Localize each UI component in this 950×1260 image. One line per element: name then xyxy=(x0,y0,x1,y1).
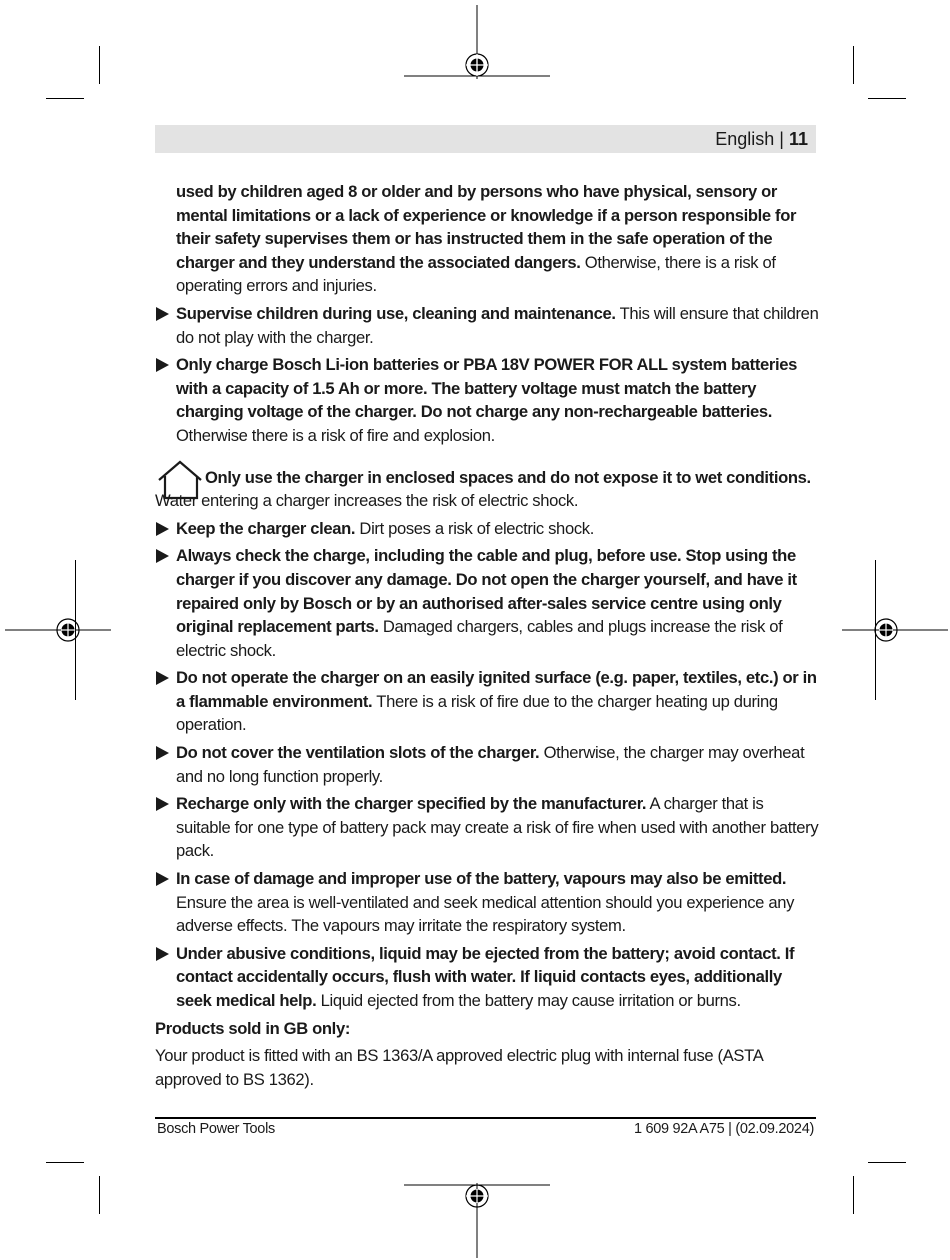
list-item xyxy=(155,942,820,1013)
list-item xyxy=(155,867,820,938)
item-bold: Do not cover the ventilation slots of the charger. xyxy=(176,743,540,763)
item-bold: Recharge only with the charger specified by the manufacturer. xyxy=(176,794,647,814)
intro-bold: used by children aged 8 or older and by persons who have physical, sensory or mental limitations or a lack of experience or knowledge if a person responsible for their safety supervises them or has instructed them in the safe operation of the charger and they understand the associated dangers. xyxy=(176,182,797,272)
triangle-bullet-icon xyxy=(156,522,169,536)
item-normal: A charger that is suitable for one type of battery pack may create a risk of fire when used with another battery pack. xyxy=(176,794,819,861)
item-normal: There is a risk of fire due to the charger heating up during operation. xyxy=(176,691,778,735)
registration-mark-icon xyxy=(404,1183,550,1258)
crop-mark-tr-v xyxy=(853,46,854,84)
list-item xyxy=(155,792,820,863)
registration-mark-icon xyxy=(404,5,550,79)
triangle-bullet-icon xyxy=(156,358,169,372)
crop-mark-bl-v xyxy=(99,1176,100,1214)
triangle-bullet-icon xyxy=(156,872,169,886)
page-header xyxy=(155,125,816,153)
list-item xyxy=(155,544,820,662)
footer-doc-number: 1 609 92A A75 | (02.09.2024) xyxy=(634,1121,814,1137)
item-normal: Dirt poses a risk of electric shock. xyxy=(355,518,594,538)
item-bold: Keep the charger clean. xyxy=(176,518,356,538)
item-bold: Only charge Bosch Li-ion batteries or PBA 18V POWER FOR ALL system batteries with a capacity of 1.5 Ah or more. The battery voltage must match the battery charging voltage of the charger. Do not charge any non-rechargeable batteries. xyxy=(176,355,798,422)
crop-mark-br-v xyxy=(853,1176,854,1214)
triangle-bullet-icon xyxy=(156,797,169,811)
triangle-bullet-icon xyxy=(156,746,169,760)
list-item xyxy=(155,666,820,737)
page-header-text xyxy=(715,129,808,150)
list-item xyxy=(155,302,820,349)
page-content xyxy=(155,180,820,1095)
header-language: English xyxy=(715,129,775,149)
intro-normal: Otherwise, there is a risk of operating errors and injuries. xyxy=(176,252,776,296)
crop-mark-tl-h xyxy=(46,98,84,99)
triangle-bullet-icon xyxy=(156,947,169,961)
item-bold: Do not operate the charger on an easily ignited surface (e.g. paper, textiles, etc.) or in a flammable environment. xyxy=(176,668,817,711)
intro-paragraph xyxy=(155,180,820,298)
list-item xyxy=(155,353,820,447)
item-bold: Always check the charge, including the cable and plug, before use. Stop using the charger if you discover any damage. Do not open the charger yourself, and have it repaired only by Bosch or by an authorised after-sales service centre using only original replacement parts. xyxy=(176,546,797,637)
item-normal: Ensure the area is well-ventilated and seek medical attention should you experience any adverse effects. The vapours may irritate the respiratory system. xyxy=(176,892,795,936)
crop-mark-tr-h xyxy=(868,98,906,99)
item-normal: Damaged chargers, cables and plugs increase the risk of electric shock. xyxy=(176,617,783,660)
page-number: 11 xyxy=(788,129,808,149)
crop-mark-tl-v xyxy=(99,46,100,84)
list-item xyxy=(155,517,820,541)
item-bold: In case of damage and improper use of the battery, vapours may also be emitted. xyxy=(176,869,787,889)
item-normal: Otherwise, the charger may overheat and no long function properly. xyxy=(176,743,805,786)
indoor-use-paragraph xyxy=(155,466,820,513)
registration-mark-icon xyxy=(5,610,111,650)
triangle-bullet-icon xyxy=(156,671,169,685)
item-bold: Supervise children during use, cleaning and maintenance. xyxy=(176,303,616,323)
gb-title: Products sold in GB only: xyxy=(155,1018,350,1038)
item-normal: Liquid ejected from the battery may cause irritation or burns. xyxy=(316,991,741,1010)
triangle-bullet-icon xyxy=(156,307,169,321)
registration-mark-icon xyxy=(842,610,948,650)
gb-section-text: Your product is fitted with an BS 1363/A approved electric plug with internal fuse (ASTA approved to BS 1362). xyxy=(155,1046,763,1089)
triangle-bullet-icon xyxy=(156,549,169,563)
indoor-bold: Only use the charger in enclosed spaces and do not expose it to wet conditions. xyxy=(205,467,811,487)
list-item xyxy=(155,741,820,788)
crop-mark-br-h xyxy=(868,1162,906,1163)
crop-mark-bl-h xyxy=(46,1162,84,1163)
indoor-normal: Water entering a charger increases the risk of electric shock. xyxy=(155,491,579,511)
item-normal: This will ensure that children do not play with the charger. xyxy=(176,303,819,347)
item-bold: Under abusive conditions, liquid may be ejected from the battery; avoid contact. If contact accidentally occurs, flush with water. If liquid contacts eyes, additionally seek medical help. xyxy=(176,943,795,1010)
gb-section-title xyxy=(155,1017,820,1041)
house-icon xyxy=(155,460,205,500)
footer-divider xyxy=(155,1117,816,1119)
footer-brand: Bosch Power Tools xyxy=(157,1121,275,1137)
item-normal: Otherwise there is a risk of fire and explosion. xyxy=(176,425,495,445)
header-separator: | xyxy=(774,129,789,149)
